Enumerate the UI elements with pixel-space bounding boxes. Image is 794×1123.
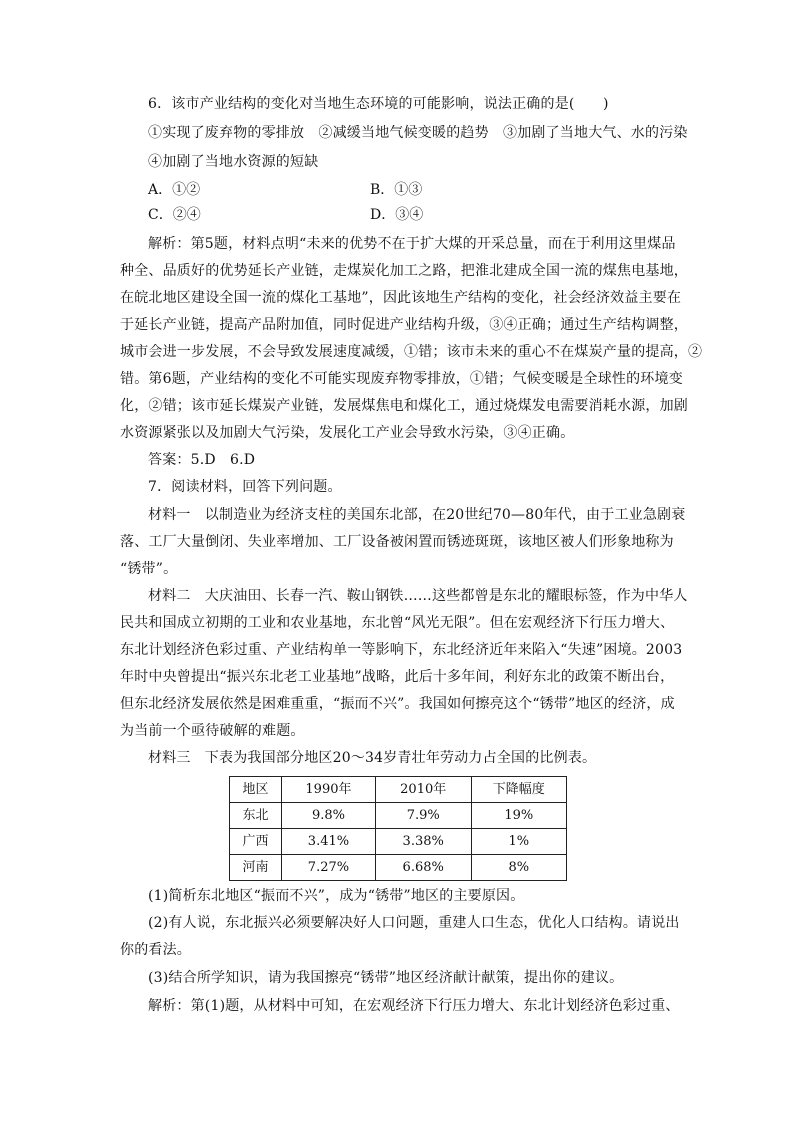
- answer-line: 答案：5.D 6.D: [148, 452, 256, 468]
- analysis-start-line: 解析：第(1)题，从材料中可知，在宏观经济下行压力增大、东北计划经济色彩过重、: [148, 998, 680, 1014]
- sub-question-1: (1)简析东北地区“振而不兴”，成为“锈带”地区的主要原因。: [148, 888, 525, 904]
- sub-question-2-line: 你的看法。: [120, 942, 191, 958]
- analysis-line: 在皖北地区建设全国一流的煤化工基地”，因此该地生产结构的变化，社会经济效益主要在: [120, 290, 682, 306]
- table-cell: 3.38%: [375, 829, 471, 855]
- q7-stem: 7．阅读材料，回答下列问题。: [148, 479, 342, 495]
- table-header-cell: 下降幅度: [471, 777, 566, 803]
- option-c: C．②④: [148, 207, 201, 223]
- sub-question-3: (3)结合所学知识，请为我国擦亮“锈带”地区经济献计献策，提出你的建议。: [148, 970, 624, 986]
- material2-line: 为当前一个亟待破解的难题。: [120, 723, 305, 739]
- table-cell: 7.27%: [282, 855, 376, 881]
- table-header-cell: 1990年: [282, 777, 376, 803]
- table-cell: 19%: [471, 803, 566, 829]
- material1-line: “锈带”。: [120, 561, 178, 577]
- analysis-line: 城市会进一步发展，不会导致发展速度减缓，①错；该市未来的重心不在煤炭产量的提高，②: [120, 344, 703, 360]
- material2-line: 民共和国成立初期的工业和农业基地，东北曾“风光无限”。但在宏观经济下行压力增大、: [120, 615, 675, 631]
- material3-line: 材料三 下表为我国部分地区20～34岁青壮年劳动力占全国的比例表。: [148, 750, 597, 766]
- table-row: [230, 855, 567, 881]
- table-cell: 广西: [230, 829, 282, 855]
- table-cell: 河南: [230, 855, 282, 881]
- analysis-line: 解析：第5题，材料点明“未来的优势不在于扩大煤的开采总量，而在于利用这里煤品: [148, 236, 676, 252]
- q6-stem: 6．该市产业结构的变化对当地生态环境的可能影响，说法正确的是( ): [148, 96, 609, 112]
- table-cell: 3.41%: [282, 829, 376, 855]
- table-cell: 东北: [230, 803, 282, 829]
- analysis-line: 种全、品质好的优势延长产业链，走煤炭化加工之路，把淮北建成全国一流的煤焦电基地，: [120, 263, 688, 279]
- material2-line: 年时中央曾提出“振兴东北老工业基地”战略，此后十多年间，利好东北的政策不断出台，: [120, 669, 675, 685]
- material1-line: 落、工厂大量倒闭、失业率增加、工厂设备被闲置而锈迹斑斑，该地区被人们形象地称为: [120, 534, 674, 550]
- table-cell: 8%: [471, 855, 566, 881]
- analysis-line: 化，②错；该市延长煤炭产业链，发展煤焦电和煤化工，通过烧煤发电需要消耗水源，加剧: [120, 398, 688, 414]
- option-a: A．①②: [148, 182, 201, 198]
- analysis-line: 水资源紧张以及加剧大气污染，发展化工产业会导致水污染，③④正确。: [120, 425, 575, 441]
- table-header-cell: 地区: [230, 777, 282, 803]
- analysis-line: 于延长产业链，提高产品附加值，同时促进产业结构升级，③④正确；通过生产结构调整，: [120, 317, 688, 333]
- table-row: [230, 803, 567, 829]
- material2-line: 材料二 大庆油田、长春一汽、鞍山钢铁……这些都曾是东北的耀眼标签，作为中华人: [148, 588, 688, 604]
- material2-line: 东北计划经济色彩过重、产业结构单一等影响下，东北经济近年来陷入“失速”困境。2003: [120, 642, 683, 658]
- table-row: [230, 829, 567, 855]
- table-cell: 1%: [471, 829, 566, 855]
- table-cell: 6.68%: [375, 855, 471, 881]
- table-cell: 7.9%: [375, 803, 471, 829]
- labor-ratio-table: [229, 776, 567, 881]
- analysis-line: 错。第6题，产业结构的变化不可能实现废弃物零排放，①错；气候变暖是全球性的环境变: [120, 371, 683, 387]
- material1-line: 材料一 以制造业为经济支柱的美国东北部，在20世纪70—80年代，由于工业急剧衰: [148, 507, 686, 523]
- table-header-row: [230, 777, 567, 803]
- option-b: B．①③: [370, 182, 423, 198]
- table-cell: 9.8%: [282, 803, 376, 829]
- option-d: D．③④: [370, 207, 424, 223]
- q6-choices-line1: ①实现了废弃物的零排放 ②减缓当地气候变暖的趋势 ③加剧了当地大气、水的污染: [148, 125, 688, 141]
- sub-question-2-line: (2)有人说，东北振兴必须要解决好人口问题，重建人口生态，优化人口结构。请说出: [148, 915, 680, 931]
- q6-choices-line2: ④加剧了当地水资源的短缺: [148, 154, 319, 170]
- table-header-cell: 2010年: [375, 777, 471, 803]
- material2-line: 但东北经济发展依然是困难重重，“振而不兴”。我国如何擦亮这个“锈带”地区的经济，成: [120, 696, 675, 712]
